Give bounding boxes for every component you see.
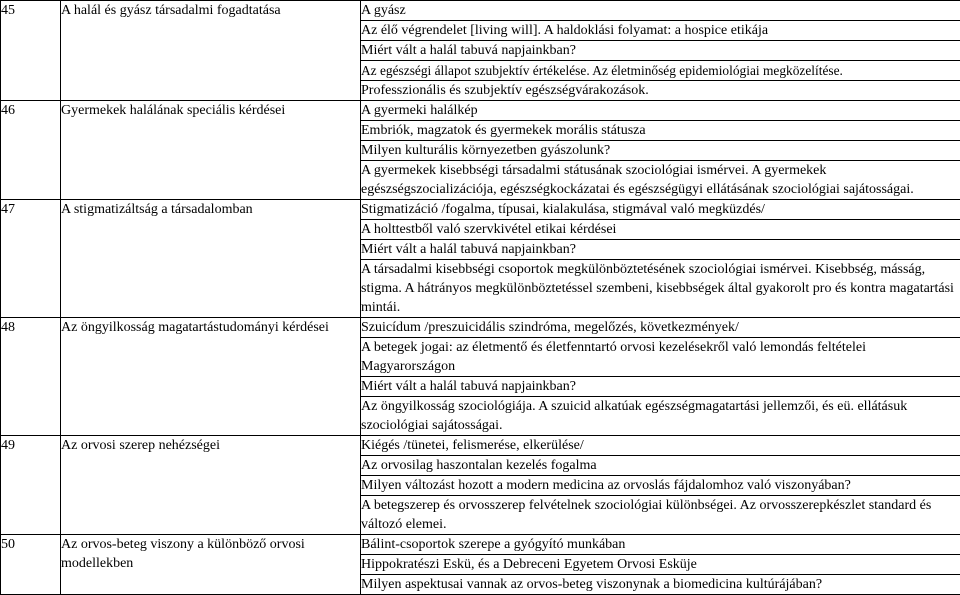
- list-item-part: A gyermekek egészségszocializációja, egészségkockázatai és egészségügyi ellátásának szociológiai sajátosságai.: [361, 163, 914, 197]
- list-item: Miért vált a halál tabuvá napjainkban?: [361, 41, 960, 61]
- row-items: [361, 1, 960, 101]
- list-item: A gyász: [361, 1, 960, 21]
- list-item-part: A gyermekek kisebbségi társadalmi státusának szociológiai ismérvei.: [361, 163, 749, 178]
- table-row: [1, 101, 960, 200]
- list-item: [361, 161, 960, 199]
- row-topic: Az öngyilkosság magatartástudományi kérdései: [61, 318, 361, 436]
- table-row: [1, 200, 960, 318]
- list-item: A betegek jogai: az életmentő és életfenntartó orvosi kezelésekről való lemondás feltételei Magyarországon: [361, 338, 960, 377]
- row-items: [361, 436, 960, 535]
- list-item: A társadalmi kisebbségi csoportok megkülönböztetésének szociológiai ismérvei. Kisebbség, másság, stigma. A hátrányos megkülönböztetéssel szembeni, kisebbségek által gyakorolt pro és kontra magatartási mintái.: [361, 260, 960, 317]
- row-number: 49: [1, 436, 61, 535]
- row-topic: A halál és gyász társadalmi fogadtatása: [61, 1, 361, 101]
- table-row: [1, 535, 960, 595]
- table-row: [1, 436, 960, 535]
- list-item: Az öngyilkosság szociológiája. A szuicid alkatúak egészségmagatartási jellemzői, és eü. ellátásuk szociológiai sajátosságai.: [361, 397, 960, 435]
- row-number: 46: [1, 101, 61, 200]
- list-item: Hippokratészi Eskü, és a Debreceni Egyetem Orvosi Esküje: [361, 555, 960, 575]
- list-item: Milyen kulturális környezetben gyászolunk?: [361, 141, 960, 161]
- row-items: [361, 101, 960, 200]
- list-item: Miért vált a halál tabuvá napjainkban?: [361, 377, 960, 397]
- list-item: Szuicídum /preszuicidális szindróma, megelőzés, következmények/: [361, 318, 960, 338]
- list-item: Az egészségi állapot szubjektív értékelése. Az életminőség epidemiológiai megközelítése.: [361, 61, 960, 81]
- row-number: 48: [1, 318, 61, 436]
- list-item: Milyen aspektusai vannak az orvos-beteg viszonynak a biomedicina kultúrájában?: [361, 575, 960, 594]
- row-number: 50: [1, 535, 61, 595]
- row-items: [361, 535, 960, 595]
- table-row: [1, 1, 960, 101]
- list-item: Az orvosilag haszontalan kezelés fogalma: [361, 456, 960, 476]
- table-row: [1, 318, 960, 436]
- row-topic: A stigmatizáltság a társadalomban: [61, 200, 361, 318]
- list-item: Professzionális és szubjektív egészségvárakozások.: [361, 81, 960, 100]
- list-item: Kiégés /tünetei, felismerése, elkerülése/: [361, 436, 960, 456]
- row-number: 47: [1, 200, 61, 318]
- list-item: A betegszerep és orvosszerep felvételnek szociológiai különbségei. Az orvosszerepkészlet standard és változó elemei.: [361, 496, 960, 534]
- list-item: Miért vált a halál tabuvá napjainkban?: [361, 240, 960, 260]
- list-item: A holttestből való szervkivétel etikai kérdései: [361, 220, 960, 240]
- list-item: Stigmatizáció /fogalma, típusai, kialakulása, stigmával való megküzdés/: [361, 200, 960, 220]
- row-items: [361, 200, 960, 318]
- row-topic: Az orvosi szerep nehézségei: [61, 436, 361, 535]
- list-item: Embriók, magzatok és gyermekek morális státusza: [361, 121, 960, 141]
- row-number: 45: [1, 1, 61, 101]
- list-item: Az élő végrendelet [living will]. A haldoklási folyamat: a hospice etikája: [361, 21, 960, 41]
- row-items: [361, 318, 960, 436]
- list-item: Bálint-csoportok szerepe a gyógyító munkában: [361, 535, 960, 555]
- row-topic: Gyermekek halálának speciális kérdései: [61, 101, 361, 200]
- row-topic: Az orvos-beteg viszony a különböző orvosi modellekben: [61, 535, 361, 595]
- list-item: Milyen változást hozott a modern medicina az orvoslás fájdalomhoz való viszonyában?: [361, 476, 960, 496]
- list-item: A gyermeki halálkép: [361, 101, 960, 121]
